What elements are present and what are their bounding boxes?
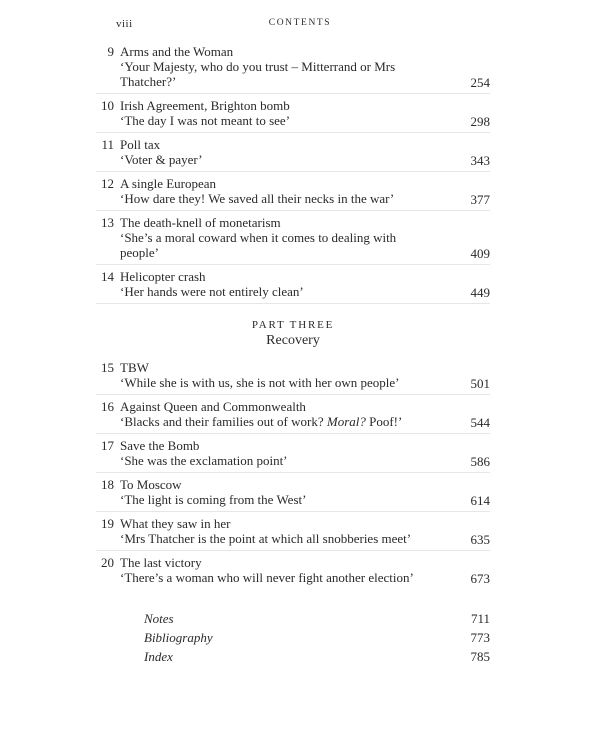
running-head <box>0 18 600 38</box>
chapter-quote: ‘How dare they! We saved all their necks in the war’ <box>120 191 395 206</box>
back-matter-label: Bibliography <box>144 630 213 645</box>
chapter-quote: ‘Voter & payer’ <box>120 152 203 167</box>
chapter-quote: ‘Her hands were not entirely clean’ <box>120 284 304 299</box>
page-number: 773 <box>470 630 490 645</box>
toc-entry-17[interactable] <box>96 438 490 473</box>
part-heading <box>96 318 490 350</box>
toc-entry-12[interactable] <box>96 176 490 211</box>
page-number: 343 <box>470 153 490 168</box>
chapter-title: The last victory <box>120 555 202 570</box>
page-number: 673 <box>470 571 490 586</box>
back-matter <box>96 609 490 666</box>
page-number: 711 <box>470 611 490 626</box>
page-number: 544 <box>470 415 490 430</box>
chapter-title: TBW <box>120 360 149 375</box>
chapter-number: 12 <box>101 176 114 191</box>
chapter-number: 11 <box>101 137 114 152</box>
page-number: 298 <box>470 114 490 129</box>
chapter-quote: ‘While she is with us, she is not with her own people’ <box>120 375 400 390</box>
chapter-title: Against Queen and Commonwealth <box>120 399 306 414</box>
back-matter-label: Index <box>144 649 173 664</box>
page-number: 586 <box>470 454 490 469</box>
chapter-quote: ‘The light is coming from the West’ <box>120 492 307 507</box>
chapter-number: 16 <box>101 399 114 414</box>
chapter-number: 19 <box>101 516 114 531</box>
quote-emphasis: Moral? <box>326 414 366 429</box>
chapter-title: Irish Agreement, Brighton bomb <box>120 98 290 113</box>
chapter-quote <box>120 414 438 429</box>
back-matter-label: Notes <box>144 611 174 626</box>
chapter-number: 20 <box>101 555 114 570</box>
chapter-quote: ‘Mrs Thatcher is the point at which all snobberies meet’ <box>120 531 412 546</box>
toc-entry-9[interactable] <box>96 44 490 94</box>
chapter-number: 10 <box>101 98 114 113</box>
chapter-title: Helicopter crash <box>120 269 206 284</box>
chapter-title: A single European <box>120 176 217 191</box>
part-title: Recovery <box>266 333 320 348</box>
chapter-quote: ‘She was the exclamation point’ <box>120 453 288 468</box>
chapter-title: To Moscow <box>120 477 182 492</box>
chapter-quote: ‘Your Majesty, who do you trust – Mitterrand or Mrs Thatcher?’ <box>120 59 396 89</box>
page-number: 409 <box>470 246 490 261</box>
toc-entry-15[interactable] <box>96 360 490 395</box>
part-label: PART THREE <box>251 319 335 331</box>
chapter-title: Save the Bomb <box>120 438 200 453</box>
chapter-title: Arms and the Woman <box>120 44 234 59</box>
chapter-title: Poll tax <box>120 137 161 152</box>
page-number: 377 <box>470 192 490 207</box>
chapter-number: 9 <box>107 44 114 59</box>
table-of-contents <box>96 44 490 666</box>
toc-entry-16[interactable] <box>96 399 490 434</box>
quote-start: ‘Blacks and their families out of work? <box>120 414 327 429</box>
toc-entry-19[interactable] <box>96 516 490 551</box>
page-number: 635 <box>470 532 490 547</box>
chapter-title: What they saw in her <box>120 516 231 531</box>
chapter-quote: ‘She’s a moral coward when it comes to dealing with people’ <box>120 230 397 260</box>
page-number: 785 <box>470 649 490 664</box>
chapter-quote: ‘There’s a woman who will never fight another election’ <box>120 570 414 585</box>
toc-entry-14[interactable] <box>96 269 490 304</box>
toc-entry-13[interactable] <box>96 215 490 265</box>
toc-entry-20[interactable] <box>96 555 490 589</box>
page-number: 449 <box>470 285 490 300</box>
back-matter-notes[interactable] <box>96 609 490 628</box>
chapter-number: 14 <box>101 269 114 284</box>
chapter-quote: ‘The day I was not meant to see’ <box>120 113 291 128</box>
page-number: 254 <box>470 75 490 90</box>
chapter-number: 17 <box>101 438 114 453</box>
back-matter-bibliography[interactable] <box>96 628 490 647</box>
page-folio: viii <box>116 18 133 30</box>
chapter-number: 18 <box>101 477 114 492</box>
running-head-title: CONTENTS <box>268 18 332 28</box>
toc-entry-18[interactable] <box>96 477 490 512</box>
page-number: 614 <box>470 493 490 508</box>
chapter-number: 15 <box>101 360 114 375</box>
toc-entry-11[interactable] <box>96 137 490 172</box>
chapter-number: 13 <box>101 215 114 230</box>
chapter-title: The death-knell of monetarism <box>120 215 281 230</box>
quote-end: Poof!’ <box>365 414 403 429</box>
page-number: 501 <box>470 376 490 391</box>
toc-entry-10[interactable] <box>96 98 490 133</box>
back-matter-index[interactable] <box>96 647 490 666</box>
